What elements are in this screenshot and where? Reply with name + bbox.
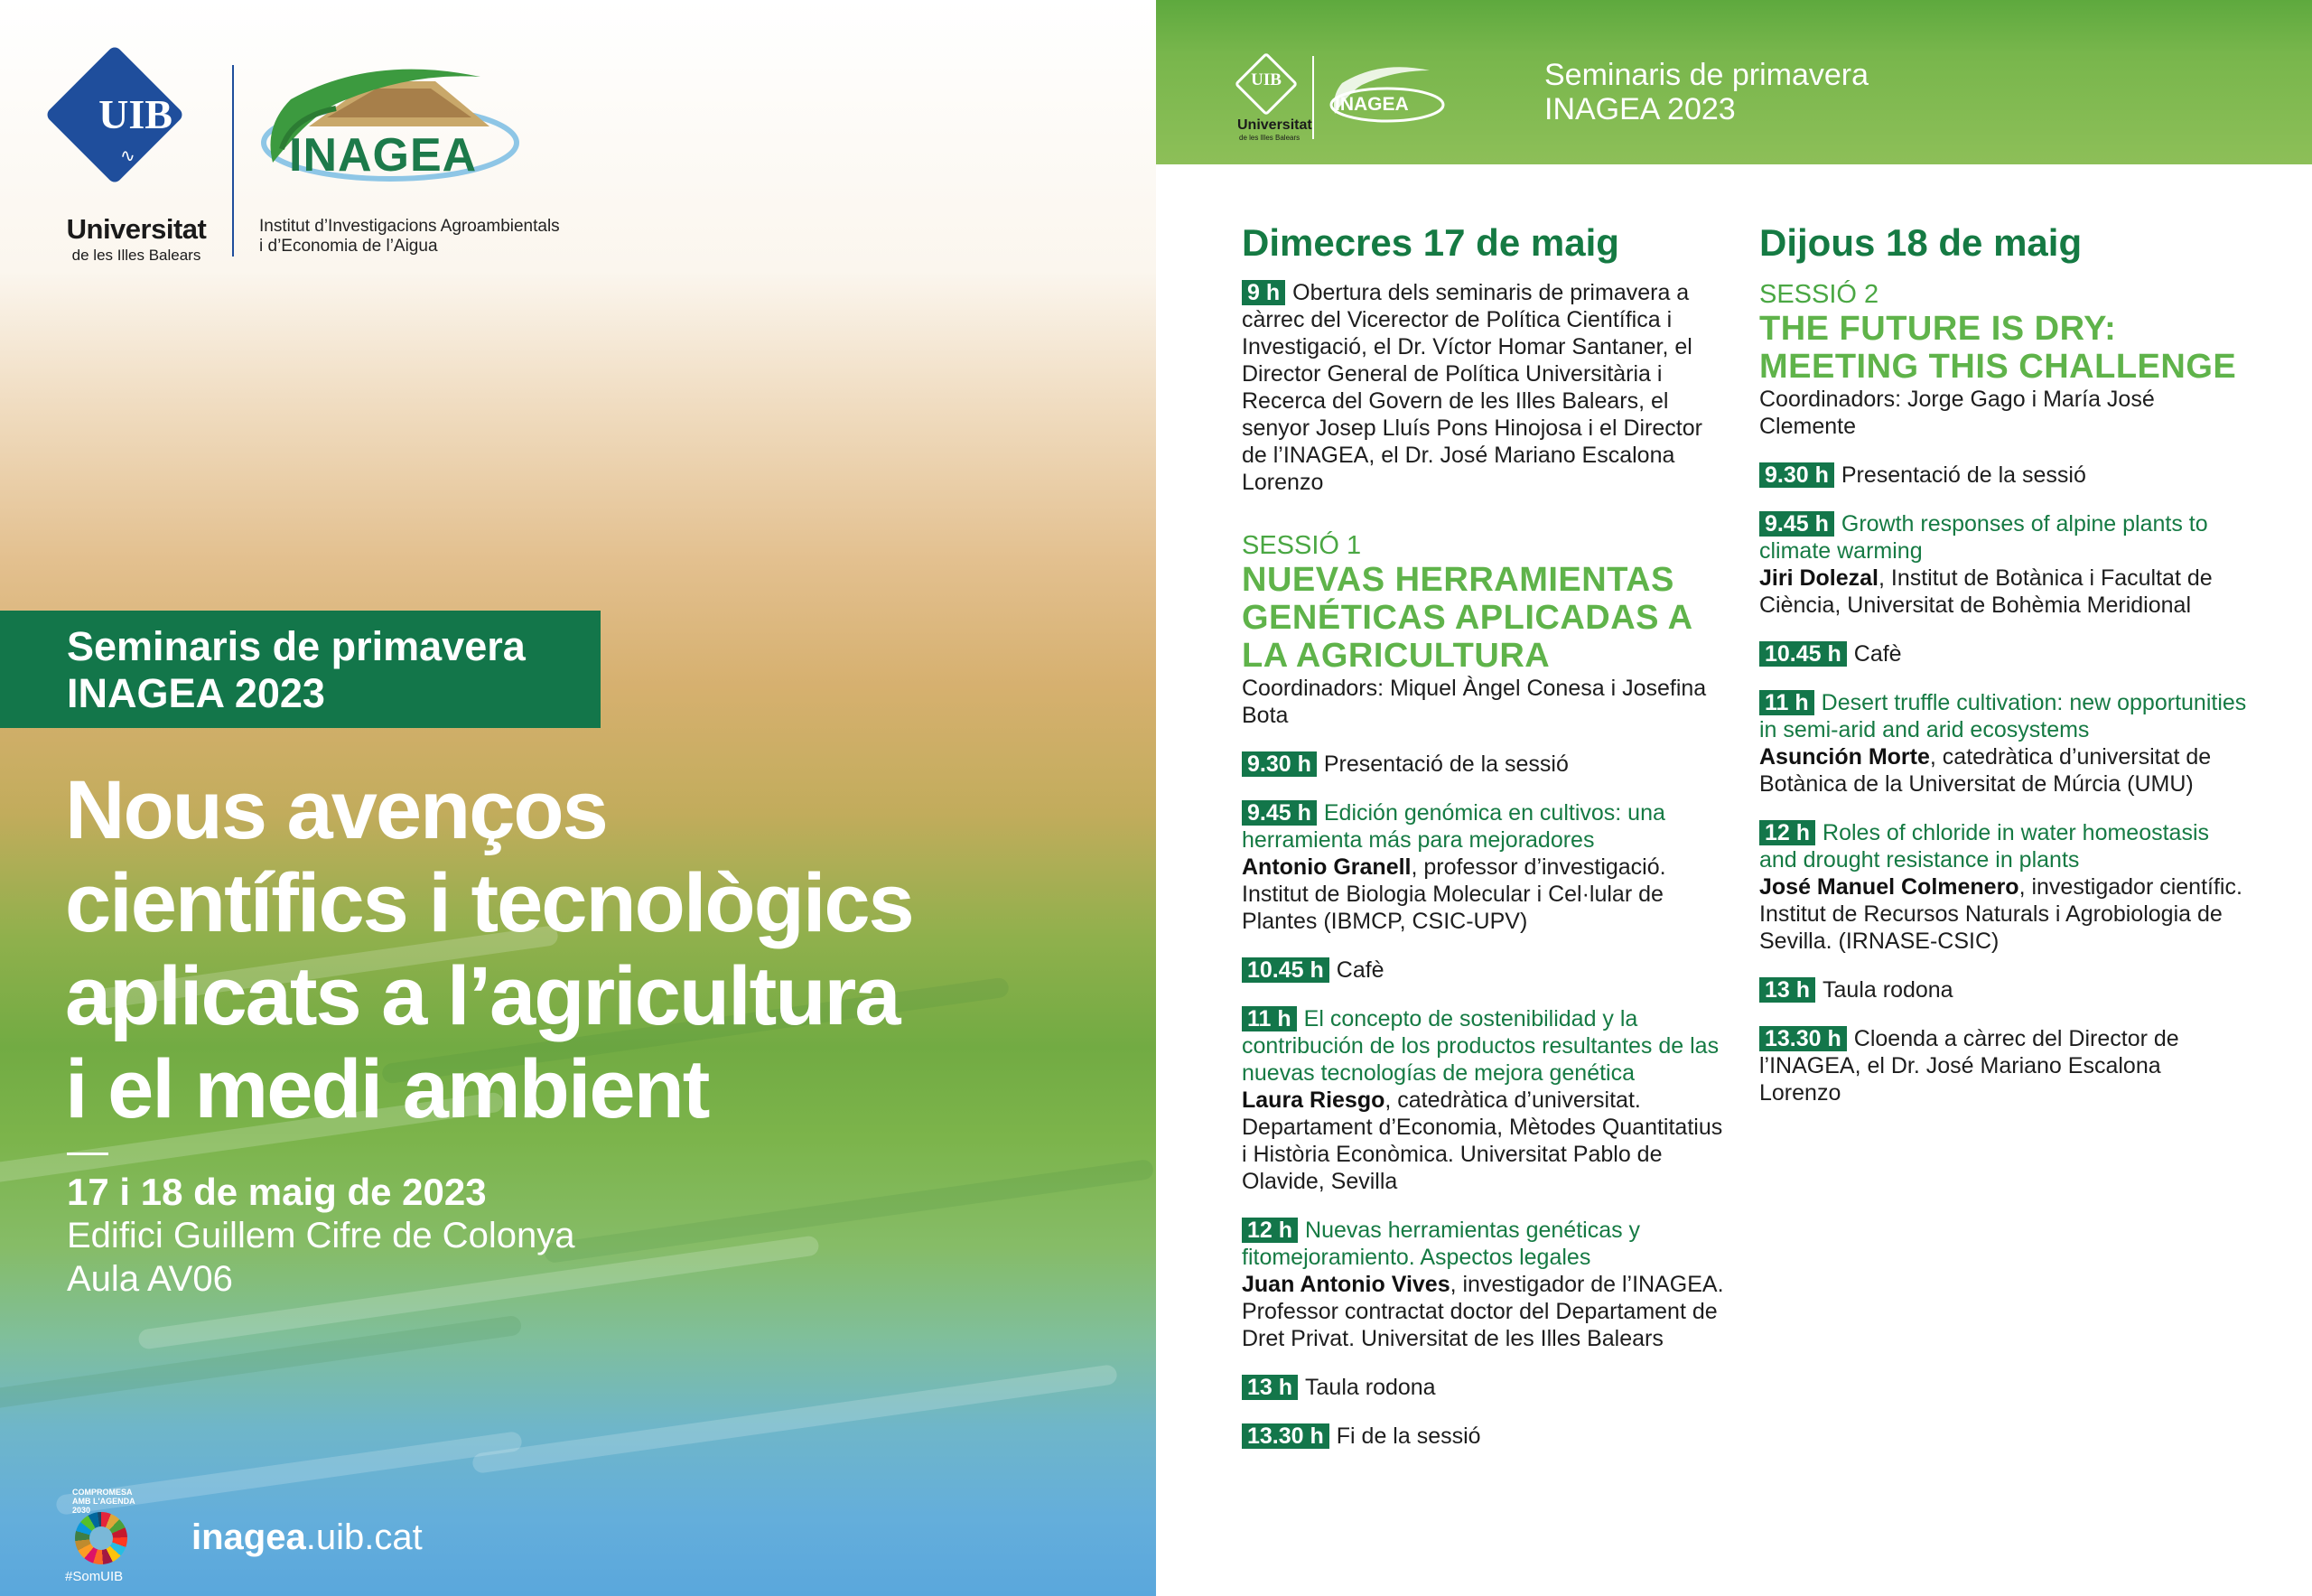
session1-number: SESSIÓ 1 bbox=[1242, 531, 1362, 560]
schedule-item bbox=[1759, 1025, 2247, 1106]
mini-university-name: Universitat bbox=[1237, 117, 1312, 133]
headline-line-1: Nous avenços bbox=[65, 764, 607, 856]
talk-title: Nuevas herramientas genéticas y fitomejoramiento. Aspectos legales bbox=[1242, 1218, 1641, 1270]
talk-title: Growth responses of alpine plants to climate warming bbox=[1759, 511, 2208, 564]
schedule-item bbox=[1759, 819, 2247, 955]
headline-line-2: científics i tecnològics bbox=[65, 857, 913, 949]
uib-logo-text: UIB bbox=[98, 91, 172, 137]
website-domain: inagea bbox=[191, 1517, 306, 1557]
speaker-name: Antonio Granell bbox=[1242, 854, 1412, 880]
day1-title: Dimecres 17 de maig bbox=[1242, 221, 1619, 264]
talk-title: Desert truffle cultivation: new opportunities in semi-arid and arid ecosystems bbox=[1759, 690, 2247, 742]
headline-line-3: aplicats a l’agricultura bbox=[65, 950, 900, 1042]
divider-rule bbox=[67, 1153, 108, 1155]
day1-schedule bbox=[1242, 751, 1729, 1450]
event-date: 17 i 18 de maig de 2023 bbox=[67, 1171, 487, 1213]
schedule-item bbox=[1242, 1374, 1729, 1401]
venue-room: Aula AV06 bbox=[67, 1259, 233, 1299]
schedule-item bbox=[1242, 957, 1729, 984]
time-badge: 11 h bbox=[1242, 1006, 1297, 1031]
talk-title: Edición genómica en cultivos: una herramienta más para mejoradores bbox=[1242, 800, 1665, 853]
schedule-item bbox=[1759, 976, 2247, 1003]
headline-line-4: i el medi ambient bbox=[65, 1043, 709, 1135]
time-badge: 9.30 h bbox=[1242, 751, 1317, 777]
time-badge: 10.45 h bbox=[1759, 641, 1847, 667]
time-badge: 13.30 h bbox=[1759, 1026, 1847, 1051]
agenda-text: Cafè bbox=[1336, 957, 1384, 983]
sdg-hashtag: #SomUIB bbox=[65, 1569, 124, 1584]
time-badge: 13.30 h bbox=[1242, 1423, 1329, 1449]
sdg-wheel-icon bbox=[75, 1512, 127, 1564]
speaker-affiliation: , investigador científic. Institut de Recursos Naturals i Agrobiologia de Sevilla. (IRNASE-CSIC) bbox=[1759, 874, 2242, 954]
venue-building: Edifici Guillem Cifre de Colonya bbox=[67, 1216, 575, 1255]
session1-title: NUEVAS HERRAMIENTAS GENÉTICAS APLICADAS A LA AGRICULTURA bbox=[1242, 561, 1692, 675]
agenda-text: Taula rodona bbox=[1305, 1375, 1436, 1400]
time-badge: 12 h bbox=[1759, 820, 1815, 845]
schedule-item bbox=[1242, 751, 1729, 778]
speaker-affiliation: , catedràtica d’universitat de Botànica de la Universitat de Múrcia (UMU) bbox=[1759, 744, 2212, 797]
session2-title: THE FUTURE IS DRY: MEETING THIS CHALLENGE bbox=[1759, 310, 2237, 386]
session2-coordinators: Coordinadors: Jorge Gago i María José Clemente bbox=[1759, 387, 2155, 439]
talk-title: Roles of chloride in water homeostasis and drought resistance in plants bbox=[1759, 820, 2210, 873]
speaker-name: Juan Antonio Vives bbox=[1242, 1272, 1450, 1297]
day2-schedule bbox=[1759, 462, 2247, 1106]
agenda-text: Fi de la sessió bbox=[1336, 1423, 1481, 1449]
day2-title: Dijous 18 de maig bbox=[1759, 221, 2083, 264]
time-badge: 12 h bbox=[1242, 1218, 1298, 1243]
schedule-item bbox=[1242, 799, 1729, 935]
agenda-text: Cafè bbox=[1853, 641, 1902, 667]
university-name: Universitat bbox=[66, 213, 207, 245]
series-title: Seminaris de primavera bbox=[1544, 58, 1869, 92]
series-subtitle: INAGEA 2023 bbox=[1544, 92, 1736, 126]
time-badge: 9 h bbox=[1242, 280, 1285, 305]
opening-text: Obertura dels seminaris de primavera a càrrec del Vicerector de Política Científica i Investigació, el Dr. Víctor Homar Santaner, el Director General de Política Universitària i Recerca del Govern de les Illes Balears, el senyor Josep Lluís Pons Hinojosa i el Director de l’INAGEA, el Dr. José Mariano Escalona Lorenzo bbox=[1242, 280, 1702, 495]
banner-title: Seminaris de primavera bbox=[67, 623, 526, 669]
session2-number: SESSIÓ 2 bbox=[1759, 280, 1879, 309]
speaker-name: José Manuel Colmenero bbox=[1759, 874, 2019, 900]
speaker-affiliation: , Institut de Botànica i Facultat de Ciència, Universitat de Bohèmia Meridional bbox=[1759, 565, 2213, 618]
day2-column bbox=[1759, 219, 2247, 1106]
mini-inagea-name: INAGEA bbox=[1335, 94, 1409, 115]
schedule-item bbox=[1759, 689, 2247, 798]
time-badge: 9.30 h bbox=[1759, 462, 1834, 488]
schedule-item bbox=[1759, 510, 2247, 619]
uib-wave-icon: ∿ bbox=[120, 146, 135, 166]
speaker-name: Jiri Dolezal bbox=[1759, 565, 1878, 591]
institute-line-2: i d’Economia de l’Aigua bbox=[259, 237, 438, 256]
time-badge: 11 h bbox=[1759, 690, 1814, 715]
schedule-item bbox=[1759, 462, 2247, 489]
time-badge: 9.45 h bbox=[1242, 800, 1317, 826]
speaker-affiliation: , catedràtica d’universitat. Departament d’Economia, Mètodes Quantitatius i Història Econòmica. Universitat Pablo de Olavide, Sevilla bbox=[1242, 1087, 1723, 1194]
banner-subtitle: INAGEA 2023 bbox=[67, 670, 325, 716]
time-badge: 10.45 h bbox=[1242, 957, 1329, 983]
mini-uib-text: UIB bbox=[1251, 70, 1282, 89]
logo-divider bbox=[232, 65, 234, 257]
session1-coordinators: Coordinadors: Miquel Àngel Conesa i Josefina Bota bbox=[1242, 676, 1707, 728]
schedule-item bbox=[1242, 1217, 1729, 1352]
agenda-text: Presentació de la sessió bbox=[1323, 751, 1569, 777]
day1-opening bbox=[1242, 279, 1729, 496]
schedule-item bbox=[1242, 1423, 1729, 1450]
sdg-commitment-text: COMPROMESA AMB L'AGENDA 2030 bbox=[72, 1488, 135, 1515]
inagea-name: INAGEA bbox=[289, 129, 478, 182]
schedule-item bbox=[1759, 640, 2247, 667]
website-suffix: .uib.cat bbox=[305, 1517, 423, 1557]
speaker-affiliation: , investigador de l’INAGEA. Professor contractat doctor del Departament de Dret Privat. Universitat de les Illes Balears bbox=[1242, 1272, 1724, 1351]
mini-university-sub: de les Illes Balears bbox=[1239, 134, 1300, 142]
agenda-text: Cloenda a càrrec del Director de l’INAGEA, el Dr. José Mariano Escalona Lorenzo bbox=[1759, 1026, 2179, 1106]
speaker-affiliation: , professor d’investigació. Institut de Biologia Molecular i Cel·lular de Plantes (IBMCP, CSIC-UPV) bbox=[1242, 854, 1666, 934]
speaker-name: Laura Riesgo bbox=[1242, 1087, 1385, 1113]
institute-line-1: Institut d’Investigacions Agroambientals bbox=[259, 217, 560, 236]
talk-title: El concepto de sostenibilidad y la contribución de los productos resultantes de las nuevas tecnologías de mejora genética bbox=[1242, 1006, 1720, 1086]
mini-logo-divider bbox=[1312, 56, 1314, 139]
day1-column bbox=[1242, 219, 1729, 1450]
agenda-text: Taula rodona bbox=[1823, 977, 1953, 1003]
university-subtitle: de les Illes Balears bbox=[71, 247, 201, 264]
speaker-name: Asunción Morte bbox=[1759, 744, 1930, 770]
time-badge: 13 h bbox=[1242, 1375, 1298, 1400]
schedule-item bbox=[1242, 1005, 1729, 1195]
agenda-text: Presentació de la sessió bbox=[1841, 462, 2086, 488]
time-badge: 9.45 h bbox=[1759, 511, 1834, 537]
time-badge: 13 h bbox=[1759, 977, 1815, 1003]
website-link[interactable] bbox=[191, 1517, 423, 1558]
